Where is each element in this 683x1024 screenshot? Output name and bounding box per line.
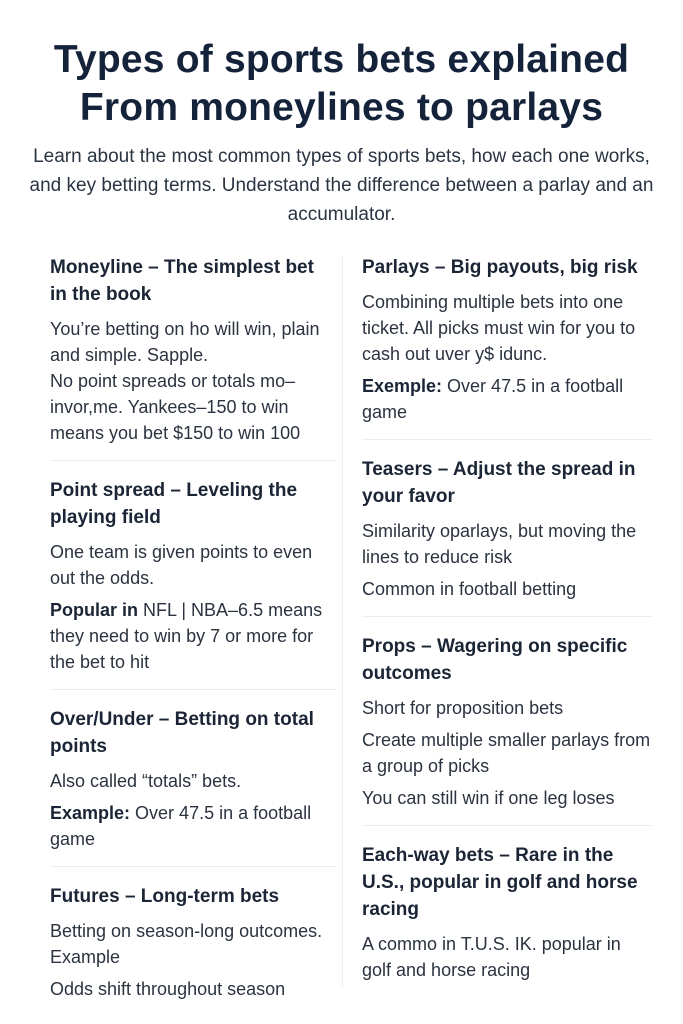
props-text-2: Create multiple smaller parlays from a group of picks [362,730,651,776]
futures-text-2: Odds shift throughout season [50,979,286,999]
section-divider [50,460,336,461]
point-spread-text-2 [50,597,336,675]
teasers-text-1: Similarity oparlays, but moving the lines to reduce risk [362,521,637,567]
over-under-text-1: Also called “totals” bets. [50,771,242,791]
props-text-3: You can still win if one leg loses [362,788,615,808]
section-divider [362,439,652,440]
section-teasers [362,456,652,602]
over-under-example: Over 47.5 in a football game [50,803,312,849]
over-under-heading: Over/Under – Betting on total points [50,709,314,757]
props-text-1: Short for proposition bets [362,698,564,718]
moneyline-text-1: You’re betting on ho will win, plain and simple. Sapple. [50,319,320,365]
props-heading: Props – Wagering on specific outcomes [362,636,628,684]
parlays-text-2 [362,373,652,425]
page-title [0,36,683,132]
each-way-heading: Each-way bets – Rare in the U.S., popular in golf and horse racing [362,845,638,920]
parlays-example: Over 47.5 in a football game [362,376,624,422]
section-divider [50,866,336,867]
section-props [362,633,652,811]
section-each-way [362,842,652,983]
section-moneyline [50,254,336,446]
right-column [362,254,652,983]
over-under-label: Example: [50,803,131,823]
left-column [50,254,336,1002]
parlays-label: Exemple: [362,376,443,396]
section-parlays [362,254,652,425]
teasers-heading: Teasers – Adjust the spread in your favor [362,459,636,507]
point-spread-label: Popular in [50,600,139,620]
section-divider [362,616,652,617]
moneyline-heading: Moneyline – The simplest bet in the book [50,257,314,305]
point-spread-heading: Point spread – Leveling the playing field [50,480,298,528]
moneyline-text-2: No point spreads or totals mo–invor,me. Yankees–150 to win means you bet $150 to win 100 [50,371,301,443]
section-divider [362,825,652,826]
parlays-heading: Parlays – Big payouts, big risk [362,257,638,278]
section-divider [50,689,336,690]
teasers-text-2: Common in football betting [362,579,577,599]
futures-heading: Futures – Long-term bets [50,886,280,907]
section-point-spread [50,477,336,675]
point-spread-example: NFL | NBA–6.5 means they need to win by 7 or more for the bet to hit [50,600,323,672]
title-line-1: Types of sports bets explained [53,38,630,81]
section-over-under [50,706,336,852]
intro-paragraph: Learn about the most common types of sports bets, how each one works, and key betting terms. Understand the difference between a parlay and an accumulator. [29,146,654,225]
title-line-2: From moneylines to parlays [79,86,604,129]
each-way-text-1: A commo in T.U.S. IK. popular in golf and horse racing [362,934,621,980]
over-under-text-2 [50,800,336,852]
column-divider [342,256,343,986]
point-spread-text-1: One team is given points to even out the odds. [50,542,313,588]
parlays-text-1: Combining multiple bets into one ticket. All picks must win for you to cash out uver y$ idunc. [362,292,636,364]
section-futures [50,883,336,1002]
futures-text-1: Betting on season-long outcomes. Example [50,921,323,967]
